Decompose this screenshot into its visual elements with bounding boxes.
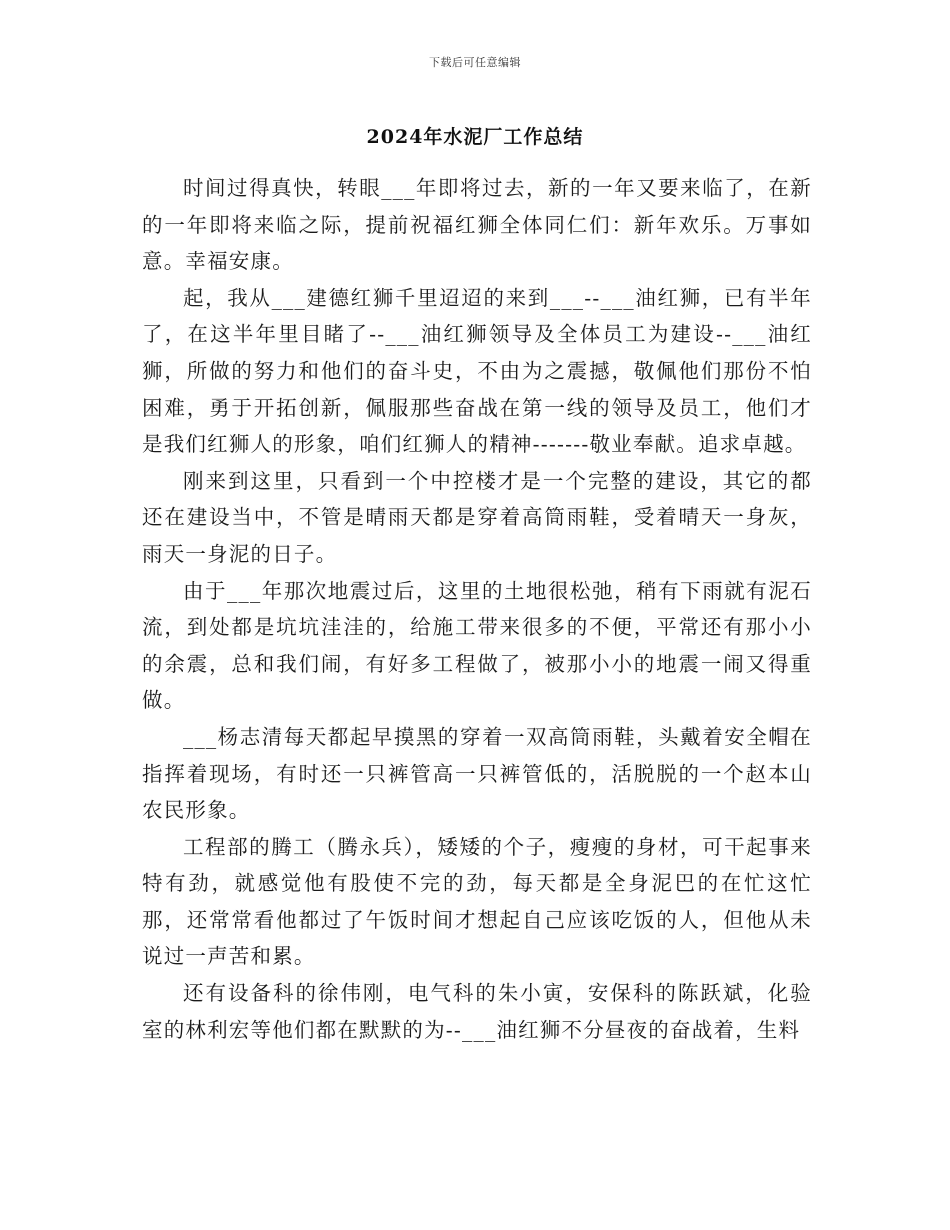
paragraph-1: 时间过得真快，转眼___年即将过去，新的一年又要来临了，在新的一年即将来临之际，提前祝福红狮全体同仁们：新年欢乐。万事如意。幸福安康。 bbox=[142, 176, 812, 274]
document-body bbox=[142, 170, 812, 1048]
paragraph-4: 由于___年那次地震过后，这里的土地很松弛，稍有下雨就有泥石流，到处都是坑坑洼洼的，给施工带来很多的不便，平常还有那小小的余震，总和我们闹，有好多工程做了，被那小小的地震一闹又得重做。 bbox=[142, 578, 812, 713]
paragraph-6: 工程部的腾工（腾永兵），矮矮的个子，瘦瘦的身材，可干起事来特有劲，就感觉他有股使不完的劲，每天都是全身泥巴的在忙这忙那，还常常看他都过了午饭时间才想起自己应该吃饭的人，但他从未说过一声苦和累。 bbox=[142, 834, 812, 969]
paragraph-7: 还有设备科的徐伟刚，电气科的朱小寅，安保科的陈跃斌，化验室的林利宏等他们都在默默的为--___油红狮不分昼夜的奋战着，生料 bbox=[142, 981, 812, 1042]
header-note: 下载后可任意编辑 bbox=[429, 56, 521, 69]
paragraph-5: ___杨志清每天都起早摸黑的穿着一双高筒雨鞋，头戴着安全帽在指挥着现场，有时还一只裤管高一只裤管低的，活脱脱的一个赵本山农民形象。 bbox=[142, 724, 812, 823]
document-title: 2024年水泥厂工作总结 bbox=[366, 126, 584, 148]
paragraph-3: 刚来到这里，只看到一个中控楼才是一个完整的建设，其它的都还在建设当中，不管是晴雨天都是穿着高筒雨鞋，受着晴天一身灰，雨天一身泥的日子。 bbox=[142, 468, 812, 566]
paragraph-2: 起，我从___建德红狮千里迢迢的来到___--___油红狮，已有半年了，在这半年里目睹了--___油红狮领导及全体员工为建设--___油红狮，所做的努力和他们的奋斗史，不由为之震撼，敬佩他们那份不怕困难，勇于开拓创新，佩服那些奋战在第一线的领导及员工，他们才是我们红狮人的形象，咱们红狮人的精神-------敬业奉献。追求卓越。 bbox=[142, 285, 812, 457]
